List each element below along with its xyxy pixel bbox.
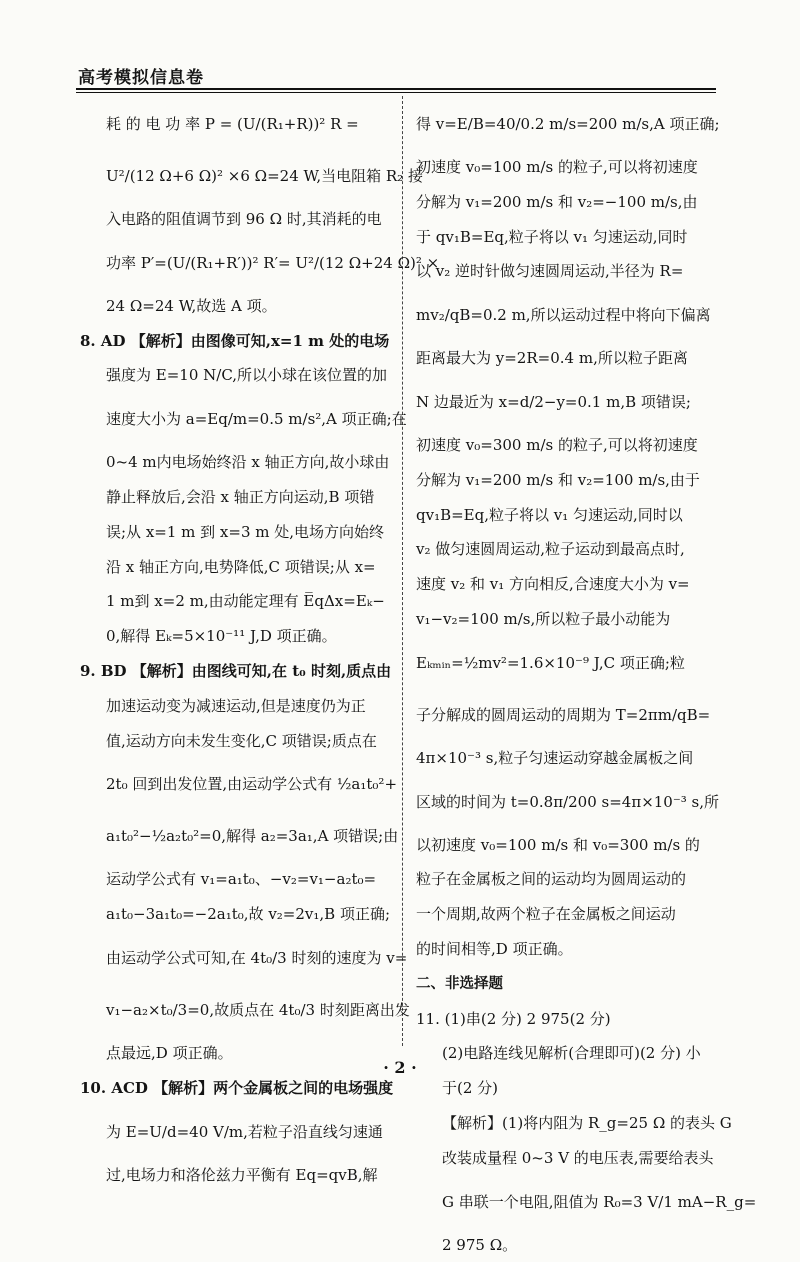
text-line: 距离最大为 y=2R=0.4 m,所以粒子距离 <box>416 349 688 368</box>
text-line: 24 Ω=24 W,故选 A 项。 <box>106 296 277 315</box>
left-column <box>80 98 440 1192</box>
text-line: 0~4 m内电场始终沿 x 轴正方向,故小球由 <box>106 453 390 472</box>
text-line: 9. BD 【解析】由图线可知,在 t₀ 时刻,质点由 <box>80 661 392 680</box>
text-line: 速度大小为 a=Eq/m=0.5 m/s²,A 项正确;在 <box>106 410 407 429</box>
text-line: 过,电场力和洛伦兹力平衡有 Eq=qvB,解 <box>106 1165 378 1184</box>
text-line: 以初速度 v₀=100 m/s 和 v₀=300 m/s 的 <box>416 835 700 854</box>
text-line: 2 975 Ω。 <box>442 1235 518 1254</box>
text-line: 分解为 v₁=200 m/s 和 v₂=−100 m/s,由 <box>416 192 698 211</box>
text-line: 速度 v₂ 和 v₁ 方向相反,合速度大小为 v= <box>416 575 690 594</box>
text-line: 1 m到 x=2 m,由动能定理有 E̅qΔx=Eₖ− <box>106 592 385 611</box>
text-line: 二、非选择题 <box>416 975 503 992</box>
text-line: 初速度 v₀=300 m/s 的粒子,可以将初速度 <box>416 435 698 454</box>
text-line: mv₂/qB=0.2 m,所以运动过程中将向下偏离 <box>416 306 711 325</box>
text-line: 误;从 x=1 m 到 x=3 m 处,电场方向始终 <box>106 522 385 541</box>
text-line: 11. (1)串(2 分) 2 975(2 分) <box>416 1009 611 1028</box>
text-line: 【解析】(1)将内阻为 R_g=25 Ω 的表头 G <box>442 1113 732 1132</box>
text-line: 10. ACD 【解析】两个金属板之间的电场强度 <box>80 1078 394 1097</box>
text-line: 运动学公式有 v₁=a₁t₀、−v₂=v₁−a₂t₀= <box>106 870 377 889</box>
text-line: v₁−a₂×t₀/3=0,故质点在 4t₀/3 时刻距离出发 <box>106 1000 410 1019</box>
text-line: 强度为 E=10 N/C,所以小球在该位置的加 <box>106 366 388 385</box>
header-rule <box>76 88 716 90</box>
text-line: 值,运动方向未发生变化,C 项错误;质点在 <box>106 731 377 750</box>
text-line: 子分解成的圆周运动的周期为 T=2πm/qB= <box>416 705 711 724</box>
text-line: 入电路的阻值调节到 96 Ω 时,其消耗的电 <box>106 210 382 228</box>
text-line: a₁t₀−3a₁t₀=−2a₁t₀,故 v₂=2v₁,B 项正确; <box>106 905 391 924</box>
page-number: · 2 · <box>383 1058 417 1077</box>
text-line: 功率 P′=(U/(R₁+R′))² R′= U²/(12 Ω+24 Ω)² × <box>106 253 440 272</box>
text-line: (2)电路连线见解析(合理即可)(2 分) 小 <box>442 1044 701 1063</box>
text-line: 于(2 分) <box>442 1079 499 1098</box>
text-line: N 边最近为 x=d/2−y=0.1 m,B 项错误; <box>416 392 691 411</box>
text-line: v₂ 做匀速圆周运动,粒子运动到最高点时, <box>416 540 685 559</box>
text-line: 沿 x 轴正方向,电势降低,C 项错误;从 x= <box>106 557 376 576</box>
text-line: 8. AD 【解析】由图像可知,x=1 m 处的电场 <box>80 331 390 350</box>
text-line: 粒子在金属板之间的运动均为圆周运动的 <box>416 870 687 889</box>
text-line: G 串联一个电阻,阻值为 R₀=3 V/1 mA−R_g= <box>442 1192 757 1211</box>
text-line: 初速度 v₀=100 m/s 的粒子,可以将初速度 <box>416 158 698 176</box>
text-line: 为 E=U/d=40 V/m,若粒子沿直线匀速通 <box>106 1122 383 1141</box>
text-line: 2t₀ 回到出发位置,由运动学公式有 ½a₁t₀²+ <box>106 775 398 794</box>
text-line: 加速运动变为减速运动,但是速度仍为正 <box>106 696 366 715</box>
text-line: 于 qv₁B=Eq,粒子将以 v₁ 匀速运动,同时 <box>416 227 688 246</box>
text-line: 静止释放后,会沿 x 轴正方向运动,B 项错 <box>106 487 375 506</box>
header-title: 高考模拟信息卷 <box>78 68 204 88</box>
right-column <box>416 98 757 1262</box>
text-line: Eₖₘᵢₙ=½mv²=1.6×10⁻⁹ J,C 项正确;粒 <box>416 653 685 672</box>
text-line: a₁t₀²−½a₂t₀²=0,解得 a₂=3a₁,A 项错误;由 <box>106 827 399 846</box>
header-rule-thin <box>76 92 716 93</box>
text-line: 得 v=E/B=40/0.2 m/s=200 m/s,A 项正确; <box>416 115 720 133</box>
text-line: U²/(12 Ω+6 Ω)² ×6 Ω=24 W,当电阻箱 R₂ 接 <box>106 167 423 185</box>
text-line: 4π×10⁻³ s,粒子匀速运动穿越金属板之间 <box>416 748 694 767</box>
text-line: v₁−v₂=100 m/s,所以粒子最小动能为 <box>416 609 671 628</box>
text-line: 改装成量程 0~3 V 的电压表,需要给表头 <box>442 1148 714 1167</box>
text-line: 分解为 v₁=200 m/s 和 v₂=100 m/s,由于 <box>416 470 700 489</box>
text-line: 区域的时间为 t=0.8π/200 s=4π×10⁻³ s,所 <box>416 792 720 811</box>
text-line: qv₁B=Eq,粒子将以 v₁ 匀速运动,同时以 <box>416 505 683 524</box>
text-line: 由运动学公式可知,在 4t₀/3 时刻的速度为 v= <box>106 948 408 967</box>
text-line: 的时间相等,D 项正确。 <box>416 939 573 958</box>
text-line: 一个周期,故两个粒子在金属板之间运动 <box>416 905 676 924</box>
text-line: 以 v₂ 逆时针做匀速圆周运动,半径为 R= <box>416 262 684 281</box>
text-line: 点最远,D 项正确。 <box>106 1043 233 1062</box>
text-line: 耗 的 电 功 率 P = (U/(R₁+R))² R = <box>106 115 359 133</box>
text-line: 0,解得 Eₖ=5×10⁻¹¹ J,D 项正确。 <box>106 627 337 646</box>
